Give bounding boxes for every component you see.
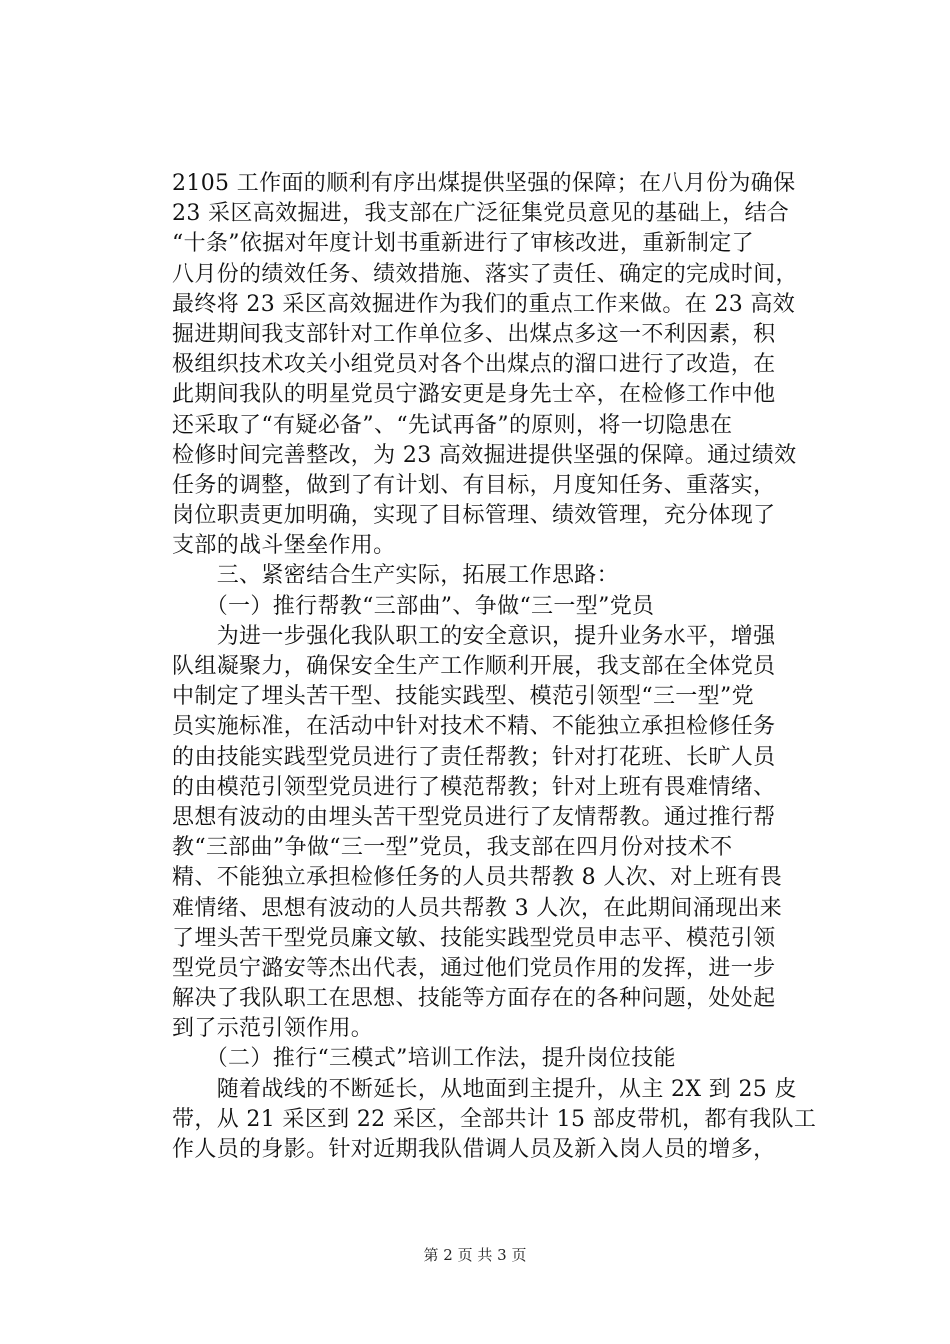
- text-line: 八月份的绩效任务、绩效措施、落实了责任、确定的完成时间，: [172, 261, 798, 287]
- text-line: 思想有波动的由埋头苦干型党员进行了友情帮教。通过推行帮: [172, 804, 776, 830]
- text-line: 难情绪、思想有波动的人员共帮教 3 人次，在此期间涌现出来: [172, 895, 783, 921]
- text-line: 支部的战斗堡垒作用。: [172, 533, 396, 559]
- text-line: 岗位职责更加明确，实现了目标管理、绩效管理，充分体现了: [172, 503, 776, 529]
- text-line: 为进一步强化我队职工的安全意识，提升业务水平，增强: [172, 623, 776, 649]
- text-line: 型党员宁潞安等杰出代表，通过他们党员作用的发挥，进一步: [172, 955, 776, 981]
- text-line: “十条”依据对年度计划书重新进行了审核改进，重新制定了: [172, 231, 754, 257]
- text-line: 教“三部曲”争做“三一型”党员，我支部在四月份对技术不: [172, 835, 733, 861]
- page-number: 第 2 页 共 3 页: [423, 1246, 527, 1264]
- text-line: 的由技能实践型党员进行了责任帮教；针对打花班、长旷人员: [172, 744, 776, 770]
- text-line: 极组织技术攻关小组党员对各个出煤点的溜口进行了改造，在: [172, 352, 776, 378]
- text-line: 中制定了埋头苦干型、技能实践型、模范引领型“三一型”党: [172, 684, 754, 710]
- text-line: 还采取了“有疑必备”、“先试再备”的原则，将一切隐患在: [172, 412, 733, 438]
- text-line: 任务的调整，做到了有计划、有目标，月度知任务、重落实，: [172, 472, 776, 498]
- text-line: 2105 工作面的顺利有序出煤提供坚强的保障；在八月份为确保: [172, 171, 796, 196]
- subsection-heading: （一）推行帮教“三部曲”、争做“三一型”党员: [172, 593, 655, 619]
- subsection-heading: （二）推行“三模式”培训工作法，提升岗位技能: [172, 1046, 676, 1072]
- text-line: 此期间我队的明星党员宁潞安更是身先士卒，在检修工作中他: [172, 382, 776, 408]
- text-line: 最终将 23 采区高效掘进作为我们的重点工作来做。在 23 高效: [172, 291, 796, 317]
- text-line: 作人员的身影。针对近期我队借调人员及新入岗人员的增多，: [172, 1137, 776, 1162]
- text-line: 检修时间完善整改，为 23 高效掘进提供坚强的保障。通过绩效: [172, 442, 797, 468]
- text-line: 随着战线的不断延长，从地面到主提升，从主 2X 到 25 皮: [172, 1076, 797, 1102]
- section-heading: 三、紧密结合生产实际，拓展工作思路：: [172, 563, 620, 589]
- text-line: 的由模范引领型党员进行了模范帮教；针对上班有畏难情绪、: [172, 774, 776, 800]
- text-line: 23 采区高效掘进，我支部在广泛征集党员意见的基础上，结合: [172, 201, 790, 227]
- text-line: 队组凝聚力，确保安全生产工作顺利开展，我支部在全体党员: [172, 654, 776, 679]
- text-line: 解决了我队职工在思想、技能等方面存在的各种问题，处处起: [172, 986, 776, 1012]
- text-line: 员实施标准，在活动中针对技术不精、不能独立承担检修任务: [172, 714, 776, 740]
- document-body: [172, 169, 817, 1165]
- page-footer: [0, 1244, 950, 1265]
- text-line: 带，从 21 采区到 22 采区，全部共计 15 部皮带机，都有我队工: [172, 1106, 817, 1132]
- text-line: 了埋头苦干型党员廉文敏、技能实践型党员申志平、模范引领: [172, 925, 776, 951]
- text-line: 掘进期间我支部针对工作单位多、出煤点多这一不利因素，积: [172, 321, 776, 347]
- text-line: 精、不能独立承担检修任务的人员共帮教 8 人次、对上班有畏: [172, 865, 783, 891]
- text-line: 到了示范引领作用。: [172, 1016, 374, 1042]
